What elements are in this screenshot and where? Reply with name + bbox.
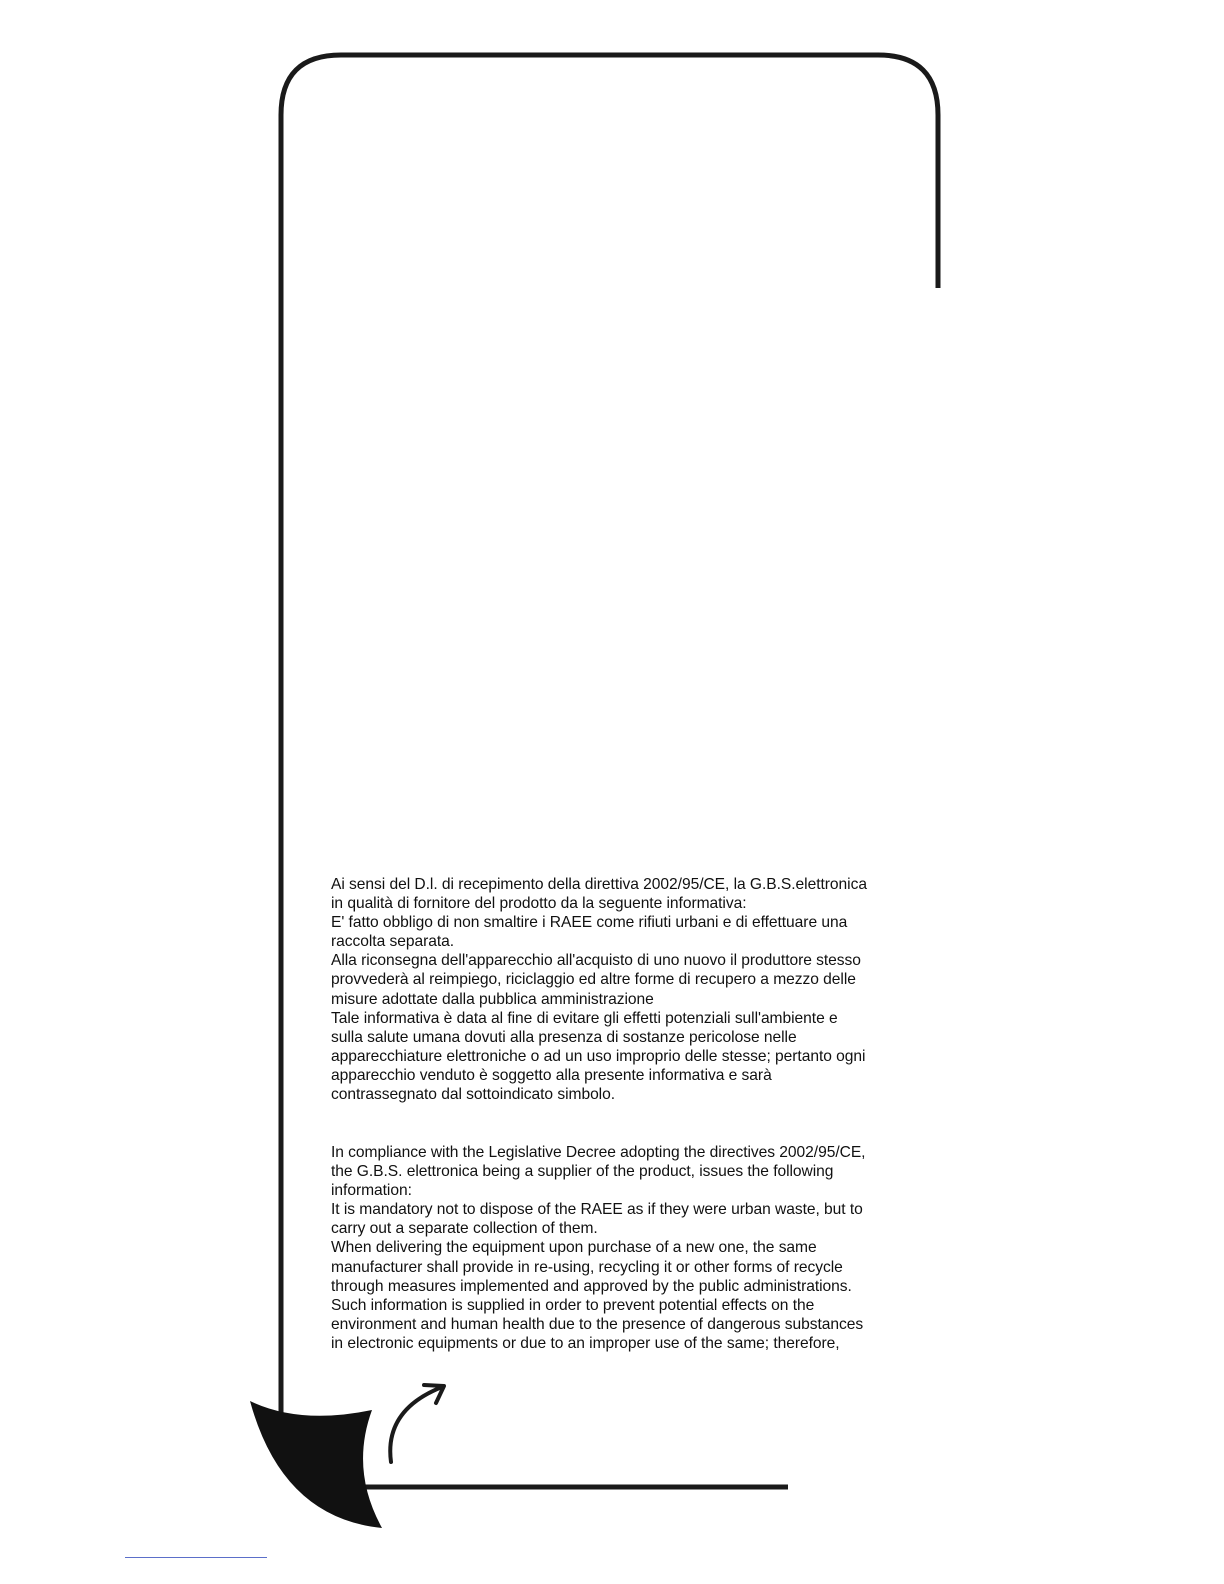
italian-notice-line: raccolta separata. [331, 933, 455, 951]
english-notice-line: information: [331, 1182, 412, 1200]
italian-notice-line: in qualità di fornitore del prodotto da la seguente informativa: [331, 895, 747, 913]
italian-notice-line: apparecchiature elettroniche o ad un uso improprio delle stesse; pertanto ogni [331, 1047, 866, 1065]
english-disposal-notice [331, 1143, 931, 1353]
page-curl-icon [250, 1401, 382, 1528]
english-notice-line: environment and human health due to the presence of dangerous substances [331, 1315, 864, 1333]
english-notice-line: in electronic equipments or due to an improper use of the same; therefore, [331, 1334, 840, 1352]
italian-notice-line: Tale informativa è data al fine di evitare gli effetti potenziali sull'ambiente e [331, 1009, 838, 1027]
italian-notice-line: sulla salute umana dovuti alla presenza di sostanze pericolose nelle [331, 1028, 797, 1046]
english-notice-line: In compliance with the Legislative Decree adopting the directives 2002/95/CE, [331, 1144, 866, 1161]
italian-notice-line: Alla riconsegna dell'apparecchio all'acquisto di uno nuovo il produttore stesso [331, 952, 861, 970]
italian-disposal-notice [331, 875, 931, 1104]
italian-notice-line: apparecchio venduto è soggetto alla presente informativa e sarà [331, 1066, 772, 1084]
italian-notice-line: E' fatto obbligo di non smaltire i RAEE come rifiuti urbani e di effettuare una [331, 914, 848, 932]
italian-notice-line: contrassegnato dal sottoindicato simbolo. [331, 1086, 616, 1104]
italian-notice-line: misure adottate dalla pubblica amministrazione [331, 990, 654, 1008]
italian-notice-line: Ai sensi del D.l. di recepimento della direttiva 2002/95/CE, la G.B.S.elettronica [331, 876, 867, 893]
english-notice-line: When delivering the equipment upon purchase of a new one, the same [331, 1239, 817, 1257]
english-notice-line: manufacturer shall provide in re-using, recycling it or other forms of recycle [331, 1258, 843, 1276]
english-notice-line: the G.B.S. elettronica being a supplier of the product, issues the following [331, 1163, 834, 1181]
footnote-link-underline[interactable] [125, 1557, 267, 1558]
english-notice-line: Such information is supplied in order to prevent potential effects on the [331, 1296, 815, 1314]
english-notice-line: carry out a separate collection of them. [331, 1220, 598, 1238]
turn-page-arrow-icon [390, 1385, 444, 1462]
english-notice-line: through measures implemented and approved by the public administrations. [331, 1277, 852, 1295]
english-notice-line: It is mandatory not to dispose of the RAEE as if they were urban waste, but to [331, 1201, 863, 1219]
italian-notice-line: provvederà al reimpiego, riciclaggio ed altre forme di recupero a mezzo delle [331, 971, 856, 989]
